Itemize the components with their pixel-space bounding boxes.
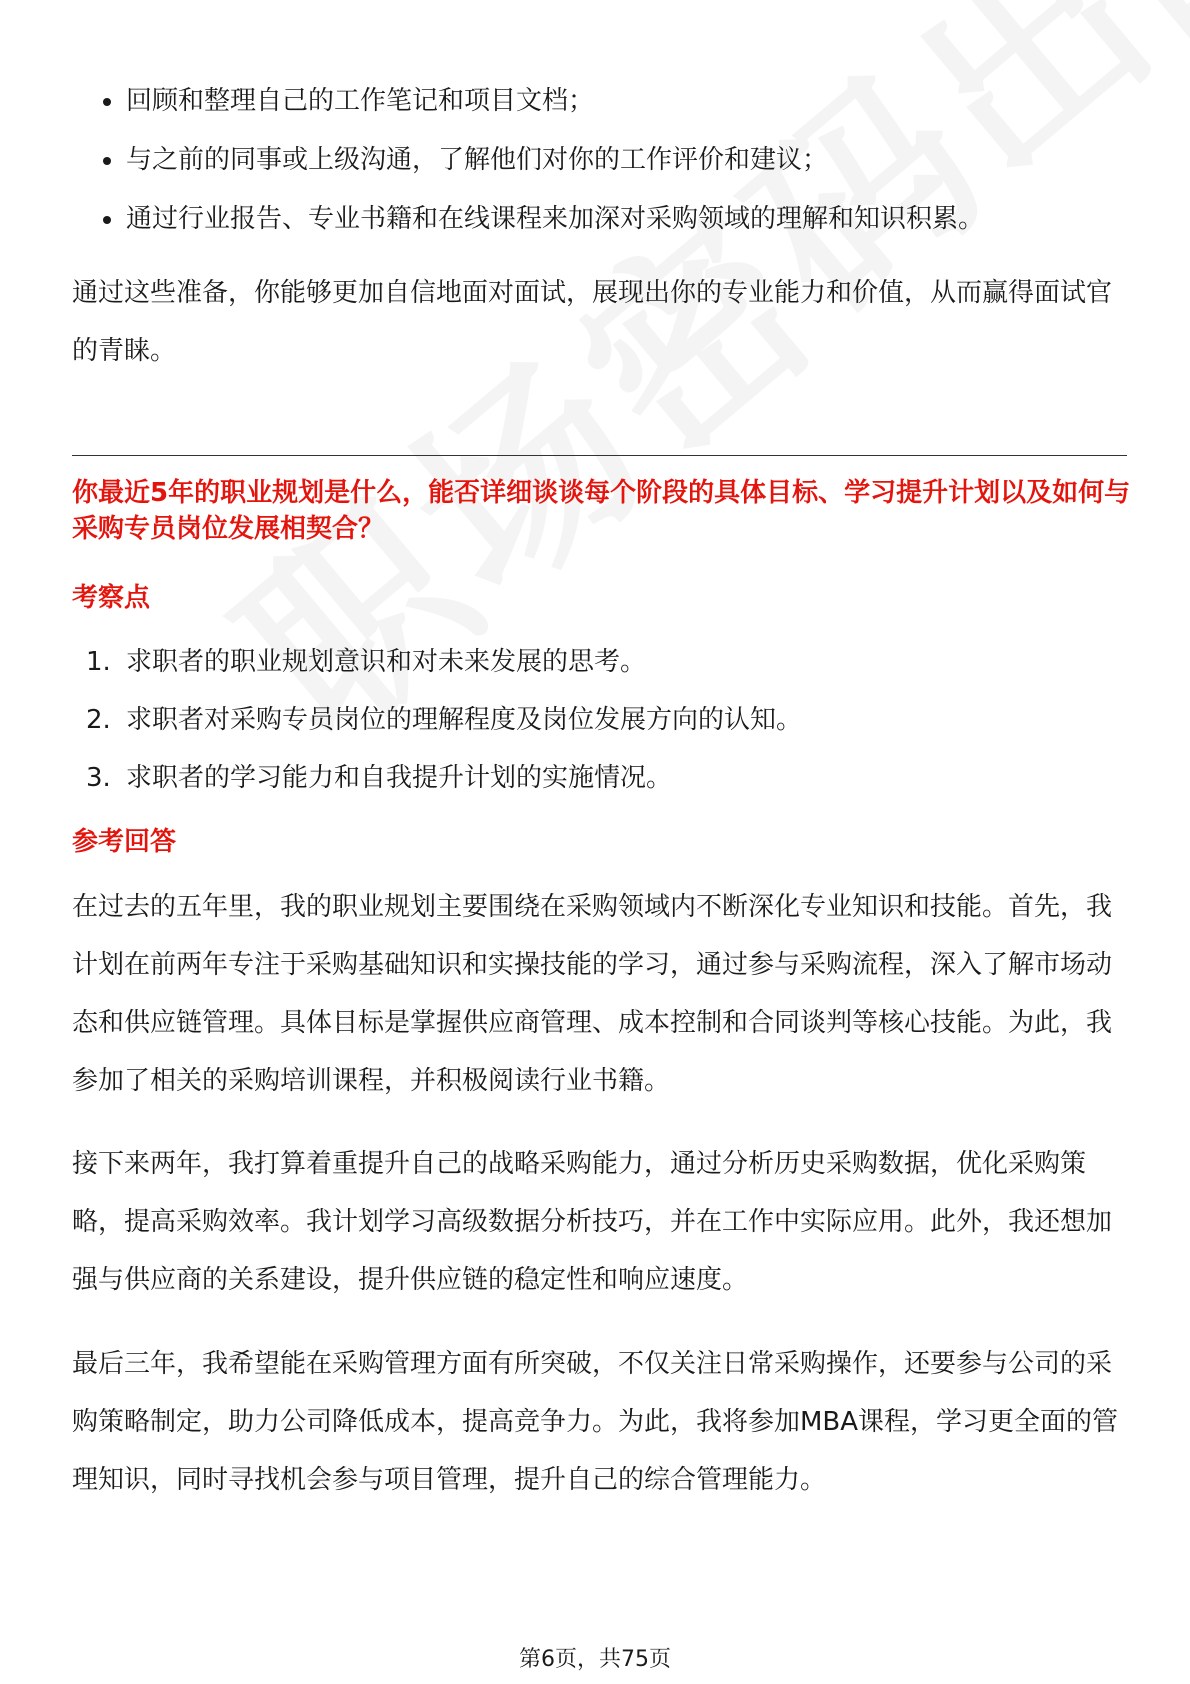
list-item <box>72 645 1132 679</box>
list-item <box>72 761 1132 795</box>
assessment-title: 考察点 <box>72 583 151 613</box>
item-number: 3. <box>86 763 111 793</box>
page-footer: 第6页，共75页 <box>519 1647 671 1672</box>
answer-paragraph: 在过去的五年里，我的职业规划主要围绕在采购领域内不断深化专业知识和技能。首先，我计划在前两年专注于采购基础知识和实操技能的学习，通过参与采购流程，深入了解市场动态和供应链管理。具体目标是掌握供应商管理、成本控制和合同谈判等核心技能。为此，我参加了相关的采购培训课程，并积极阅读行业书籍。 <box>72 892 1113 1096</box>
answer-paragraph: 最后三年，我希望能在采购管理方面有所突破，不仅关注日常采购操作，还要参与公司的采购策略制定，助力公司降低成本，提高竞争力。为此，我将参加MBA课程，学习更全面的管理知识，同时寻找机会参与项目管理，提升自己的综合管理能力。 <box>72 1349 1119 1495</box>
question-heading: 你最近5年的职业规划是什么，能否详细谈谈每个阶段的具体目标、学习提升计划以及如何与采购专员岗位发展相契合？ <box>72 478 1131 544</box>
list-item: 通过行业报告、专业书籍和在线课程来加深对采购领域的理解和知识积累。 <box>72 202 1132 236</box>
section-divider <box>72 455 1127 456</box>
preparation-list <box>72 84 1132 261</box>
item-text: 求职者的学习能力和自我提升计划的实施情况。 <box>126 763 673 793</box>
item-text: 求职者的职业规划意识和对未来发展的思考。 <box>126 647 647 677</box>
item-text: 求职者对采购专员岗位的理解程度及岗位发展方向的认知。 <box>126 705 803 735</box>
intro-paragraph: 通过这些准备，你能够更加自信地面对面试，展现出你的专业能力和价值，从而赢得面试官的青睐。 <box>72 278 1113 366</box>
list-item: 与之前的同事或上级沟通，了解他们对你的工作评价和建议； <box>72 143 1132 177</box>
list-item <box>72 703 1132 737</box>
item-number: 1. <box>86 647 111 677</box>
list-item: 回顾和整理自己的工作笔记和项目文档； <box>72 84 1132 118</box>
answer-paragraph: 接下来两年，我打算着重提升自己的战略采购能力，通过分析历史采购数据，优化采购策略，提高采购效率。我计划学习高级数据分析技巧，并在工作中实际应用。此外，我还想加强与供应商的关系建设，提升供应链的稳定性和响应速度。 <box>72 1149 1113 1295</box>
item-number: 2. <box>86 705 111 735</box>
answer-title: 参考回答 <box>72 827 177 857</box>
assessment-list <box>72 645 1132 819</box>
